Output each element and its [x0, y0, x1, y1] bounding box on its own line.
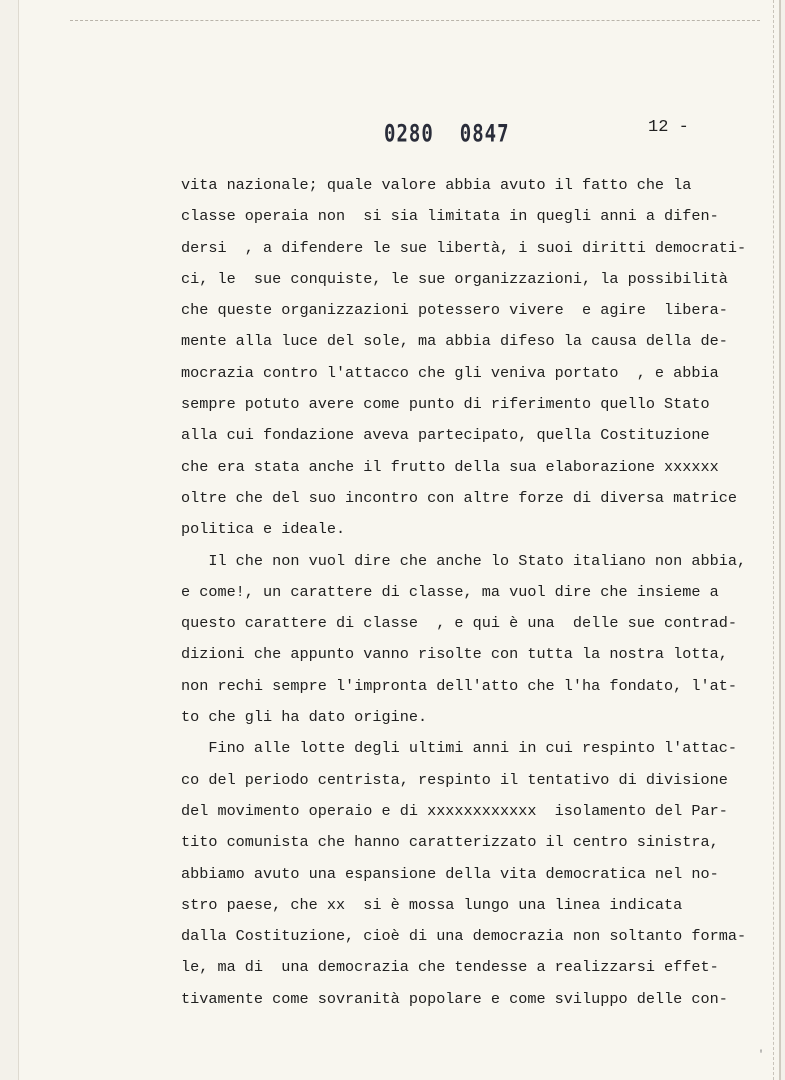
top-perforation-line [70, 20, 760, 21]
text-line: che era stata anche il frutto della sua elaborazione xxxxxx [181, 457, 719, 476]
text-line: non rechi sempre l'impronta dell'atto che l'ha fondato, l'at- [181, 676, 737, 695]
text-line: che queste organizzazioni potessero vivere e agire libera- [181, 301, 728, 320]
text-line: vita nazionale; quale valore abbia avuto il fatto che la [181, 176, 692, 194]
text-line: del movimento operaio e di xxxxxxxxxxxx isolamento del Par- [181, 801, 728, 820]
text-line: questo carattere di classe , e qui è una delle sue contrad- [181, 614, 737, 633]
text-line: tivamente come sovranità popolare e come sviluppo delle con- [181, 989, 728, 1008]
text-line: le, ma di una democrazia che tendesse a realizzarsi effet- [181, 958, 719, 977]
archive-number-part2: 0847 [459, 120, 510, 148]
text-line: co del periodo centrista, respinto il tentativo di divisione [181, 770, 728, 789]
right-page-edge [773, 0, 774, 1080]
page-number: 12 - [648, 118, 689, 137]
text-line: dalla Costituzione, cioè di una democrazia non soltanto forma- [181, 927, 747, 946]
corner-mark: ' [758, 1050, 765, 1061]
text-line: dizioni che appunto vanno risolte con tutta la nostra lotta, [181, 645, 728, 664]
text-line: tito comunista che hanno caratterizzato il centro sinistra, [181, 833, 719, 852]
text-line: mente alla luce del sole, ma abbia difeso la causa della de- [181, 332, 728, 351]
archive-stamp-number [384, 120, 510, 148]
body-text [181, 170, 771, 1015]
archive-number-part1: 0280 [384, 120, 434, 148]
text-line: dersi , a difendere le sue libertà, i suoi diritti democrati- [181, 238, 747, 257]
text-line: ci, le sue conquiste, le sue organizzazioni, la possibilità [181, 269, 728, 288]
text-line: e come!, un carattere di classe, ma vuol dire che insieme a [181, 582, 719, 601]
text-line: to che gli ha dato origine. [181, 708, 428, 727]
text-line: politica e ideale. [181, 520, 346, 539]
text-line: sempre potuto avere come punto di riferimento quello Stato [181, 395, 710, 414]
text-line: Il che non vuol dire che anche lo Stato italiano non abbia, [181, 551, 747, 570]
text-line: Fino alle lotte degli ultimi anni in cui respinto l'attac- [181, 739, 737, 758]
text-line: alla cui fondazione aveva partecipato, quella Costituzione [181, 426, 710, 445]
text-line: oltre che del suo incontro con altre forze di diversa matrice [181, 488, 737, 507]
text-line: classe operaia non si sia limitata in quegli anni a difen- [181, 207, 719, 226]
text-line: mocrazia contro l'attacco che gli veniva portato , e abbia [181, 363, 719, 382]
text-line: stro paese, che xx si è mossa lungo una linea indicata [181, 895, 683, 914]
text-line: abbiamo avuto una espansione della vita democratica nel no- [181, 864, 719, 883]
